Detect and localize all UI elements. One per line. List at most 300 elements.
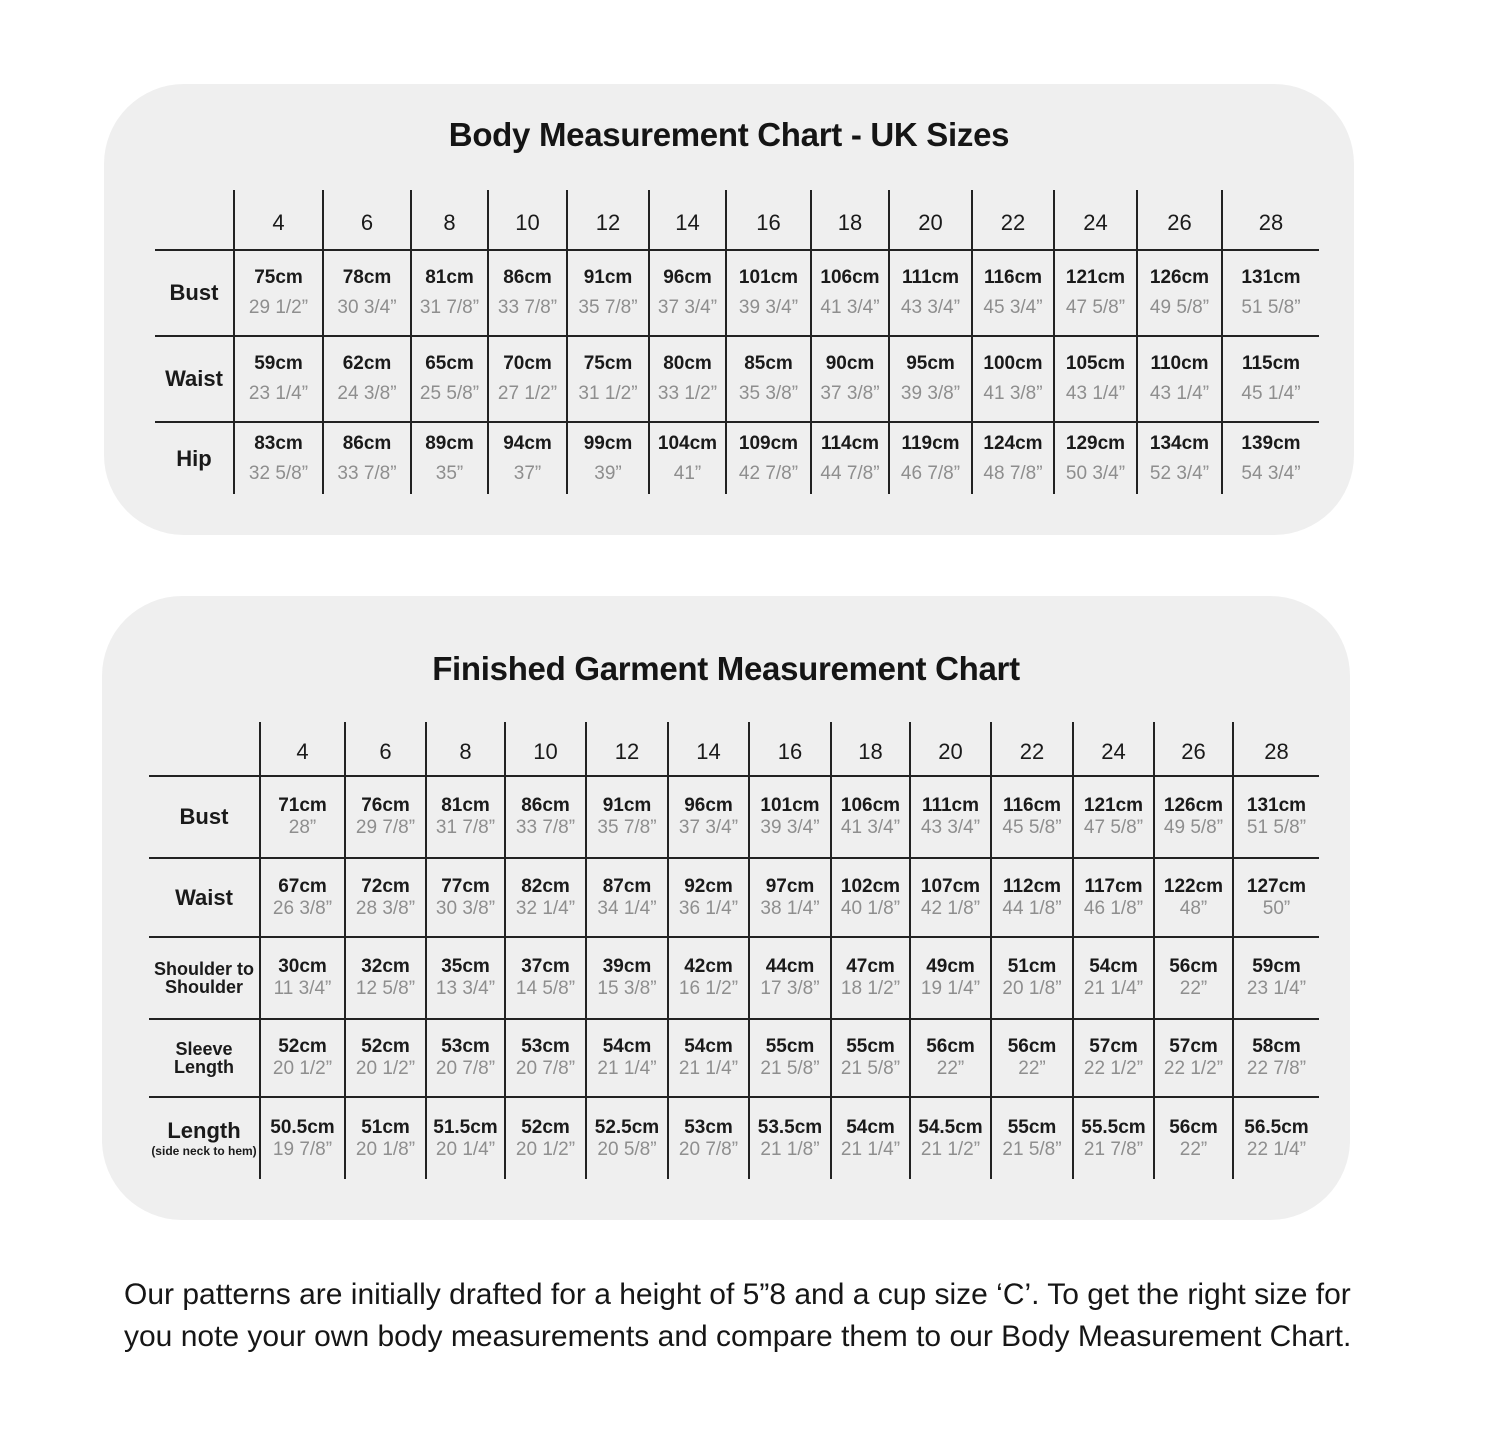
inch-value: 50” — [1262, 897, 1291, 919]
measurement-cell — [505, 1097, 586, 1179]
row-hip — [155, 422, 1319, 494]
measurement-cell — [345, 776, 426, 858]
measurement-cell — [1154, 858, 1233, 937]
cm-value: 131cm — [1241, 267, 1301, 289]
size-header-4: 4 — [234, 190, 323, 250]
inch-value: 52 3/4” — [1149, 462, 1210, 484]
measurement-cell — [345, 937, 426, 1019]
cm-value: 75cm — [583, 353, 633, 375]
cm-value: 55cm — [1007, 1116, 1057, 1138]
inch-value: 21 5/8” — [1002, 1138, 1062, 1160]
cm-value: 80cm — [663, 353, 712, 375]
row-label-text: Waist — [175, 884, 233, 910]
measurement-cell — [260, 858, 345, 937]
cm-value: 42cm — [684, 956, 733, 978]
row-label-bust — [149, 776, 260, 858]
inch-value: 16 1/2” — [678, 978, 739, 999]
inch-value: 39 3/4” — [738, 297, 799, 318]
cm-value: 53.5cm — [757, 1116, 823, 1138]
size-header-28: 28 — [1222, 190, 1319, 250]
measurement-cell — [910, 937, 991, 1019]
inch-value: 19 7/8” — [272, 1138, 333, 1160]
measurement-cell — [260, 1019, 345, 1097]
cm-value: 126cm — [1163, 795, 1224, 817]
cm-value: 111cm — [901, 267, 960, 289]
measurement-cell — [910, 1097, 991, 1179]
inch-value: 43 1/4” — [1065, 383, 1126, 404]
cm-value: 54.5cm — [918, 1116, 983, 1138]
measurement-cell — [1233, 937, 1319, 1019]
inch-value: 31 7/8” — [419, 297, 480, 318]
cm-value: 57cm — [1089, 1036, 1138, 1058]
row-length — [149, 1097, 1319, 1179]
size-header-26: 26 — [1137, 190, 1222, 250]
measurement-cell — [411, 422, 488, 494]
measurement-cell — [831, 1019, 910, 1097]
inch-value: 47 5/8” — [1065, 297, 1126, 318]
cm-value: 85cm — [744, 353, 793, 375]
finished-garment-panel — [102, 596, 1350, 1220]
cm-value: 77cm — [441, 875, 490, 897]
header-corner — [155, 190, 234, 250]
measurement-cell — [426, 1019, 505, 1097]
inch-value: 51 5/8” — [1246, 817, 1307, 838]
row-bust — [149, 776, 1319, 858]
row-label-waist — [149, 858, 260, 937]
cm-value: 65cm — [425, 353, 474, 375]
inch-value: 30 3/4” — [337, 297, 397, 318]
measurement-cell — [323, 336, 411, 422]
inch-value: 46 1/8” — [1083, 897, 1144, 919]
cm-value: 90cm — [825, 353, 875, 375]
measurement-cell — [586, 858, 668, 937]
measurement-cell — [889, 336, 972, 422]
cm-value: 70cm — [503, 353, 552, 375]
cm-value: 86cm — [521, 795, 570, 817]
body-measurement-table — [155, 190, 1319, 494]
inch-value: 21 1/4” — [840, 1138, 901, 1160]
inch-value: 27 1/2” — [497, 383, 558, 404]
inch-value: 31 1/2” — [578, 383, 638, 404]
cm-value: 100cm — [983, 353, 1043, 375]
size-header-16: 16 — [749, 722, 831, 776]
row-label-shoulder-to-shoulder — [149, 937, 260, 1019]
row-bust — [155, 250, 1319, 336]
row-label-text: Sleeve Length — [174, 1039, 234, 1077]
measurement-cell — [323, 250, 411, 336]
cm-value: 106cm — [840, 795, 901, 817]
size-header-10: 10 — [505, 722, 586, 776]
inch-value: 21 1/4” — [678, 1058, 739, 1079]
cm-value: 59cm — [1252, 956, 1301, 978]
measurement-cell — [991, 1097, 1073, 1179]
measurement-cell — [426, 858, 505, 937]
row-label-text: Hip — [176, 445, 212, 471]
cm-value: 57cm — [1169, 1036, 1218, 1058]
cm-value: 129cm — [1065, 432, 1126, 454]
cm-value: 134cm — [1149, 432, 1210, 454]
measurement-cell — [260, 937, 345, 1019]
cm-value: 91cm — [602, 795, 652, 817]
cm-value: 117cm — [1084, 875, 1143, 897]
inch-value: 47 5/8” — [1083, 817, 1144, 838]
body-measurement-panel — [104, 84, 1354, 535]
measurement-cell — [1073, 937, 1154, 1019]
cm-value: 54cm — [602, 1036, 652, 1058]
inch-value: 22 1/2” — [1163, 1058, 1224, 1079]
row-label-length — [149, 1097, 260, 1179]
measurement-cell — [831, 776, 910, 858]
inch-value: 22” — [936, 1058, 965, 1079]
inch-value: 31 7/8” — [435, 817, 496, 838]
inch-value: 26 3/8” — [272, 897, 333, 919]
cm-value: 55.5cm — [1081, 1116, 1146, 1138]
size-header-8: 8 — [426, 722, 505, 776]
size-header-18: 18 — [811, 190, 889, 250]
cm-value: 52cm — [361, 1036, 410, 1058]
measurement-cell — [1137, 422, 1222, 494]
inch-value: 24 3/8” — [337, 383, 397, 404]
measurement-cell — [1154, 1019, 1233, 1097]
inch-value: 48” — [1179, 897, 1208, 919]
measurement-cell — [649, 336, 726, 422]
measurement-cell — [234, 336, 323, 422]
cm-value: 124cm — [983, 432, 1043, 454]
inch-value: 19 1/4” — [920, 978, 981, 999]
measurement-cell — [668, 858, 749, 937]
measurement-cell — [668, 1019, 749, 1097]
size-header-14: 14 — [668, 722, 749, 776]
cm-value: 86cm — [503, 267, 552, 289]
inch-value: 25 5/8” — [419, 383, 480, 404]
cm-value: 75cm — [254, 267, 303, 289]
cm-value: 72cm — [361, 875, 410, 897]
header-corner — [149, 722, 260, 776]
cm-value: 112cm — [1002, 875, 1062, 897]
cm-value: 49cm — [926, 956, 975, 978]
inch-value: 21 7/8” — [1083, 1138, 1144, 1160]
measurement-cell — [831, 937, 910, 1019]
inch-value: 33 7/8” — [337, 462, 397, 484]
measurement-cell — [1073, 1019, 1154, 1097]
row-shoulder-to-shoulder — [149, 937, 1319, 1019]
measurement-cell — [726, 422, 811, 494]
row-label-text: Length — [167, 1118, 241, 1143]
measurement-cell — [972, 250, 1054, 336]
measurement-cell — [505, 776, 586, 858]
cm-value: 102cm — [840, 875, 901, 897]
measurement-cell — [831, 858, 910, 937]
measurement-cell — [567, 422, 649, 494]
cm-value: 56cm — [1169, 1116, 1218, 1138]
inch-value: 45 3/4” — [983, 297, 1043, 318]
measurement-cell — [1222, 336, 1319, 422]
inch-value: 44 7/8” — [820, 462, 880, 484]
inch-value: 22 1/2” — [1083, 1058, 1144, 1079]
size-header-12: 12 — [567, 190, 649, 250]
inch-value: 35 3/8” — [738, 383, 799, 404]
cm-value: 30cm — [278, 956, 327, 978]
cm-value: 56cm — [1007, 1036, 1057, 1058]
measurement-cell — [1154, 776, 1233, 858]
measurement-cell — [649, 422, 726, 494]
measurement-cell — [991, 776, 1073, 858]
measurement-cell — [567, 336, 649, 422]
measurement-cell — [586, 1097, 668, 1179]
inch-value: 20 5/8” — [597, 1138, 657, 1160]
measurement-cell — [811, 336, 889, 422]
cm-value: 32cm — [361, 956, 410, 978]
measurement-cell — [586, 776, 668, 858]
measurement-cell — [1054, 422, 1137, 494]
inch-value: 22” — [1018, 1058, 1046, 1079]
inch-value: 20 1/4” — [435, 1138, 496, 1160]
inch-value: 49 5/8” — [1163, 817, 1224, 838]
cm-value: 81cm — [441, 795, 490, 817]
inch-value: 28” — [288, 817, 317, 838]
inch-value: 38 1/4” — [760, 897, 820, 919]
measurement-cell — [749, 937, 831, 1019]
measurement-cell — [910, 776, 991, 858]
size-header-4: 4 — [260, 722, 345, 776]
cm-value: 53cm — [684, 1116, 733, 1138]
size-header-26: 26 — [1154, 722, 1233, 776]
cm-value: 105cm — [1065, 353, 1126, 375]
cm-value: 97cm — [765, 875, 815, 897]
inch-value: 21 1/4” — [597, 1058, 657, 1079]
row-label-bust — [155, 250, 234, 336]
inch-value: 12 5/8” — [355, 978, 416, 999]
cm-value: 86cm — [342, 432, 392, 454]
cm-value: 89cm — [425, 432, 474, 454]
measurement-cell — [411, 336, 488, 422]
measurement-cell — [323, 422, 411, 494]
measurement-cell — [345, 858, 426, 937]
cm-value: 115cm — [1241, 353, 1301, 375]
row-label-text: Shoulder to Shoulder — [154, 959, 254, 997]
inch-value: 11 3/4” — [273, 978, 332, 999]
cm-value: 53cm — [521, 1036, 570, 1058]
measurement-cell — [649, 250, 726, 336]
measurement-cell — [426, 776, 505, 858]
inch-value: 41 3/4” — [820, 297, 880, 318]
cm-value: 82cm — [521, 875, 570, 897]
measurement-cell — [726, 336, 811, 422]
row-label-sleeve-length — [149, 1019, 260, 1097]
cm-value: 95cm — [906, 353, 955, 375]
cm-value: 122cm — [1163, 875, 1224, 897]
inch-value: 28 3/8” — [355, 897, 416, 919]
cm-value: 52cm — [278, 1036, 327, 1058]
inch-value: 42 1/8” — [920, 897, 981, 919]
cm-value: 81cm — [425, 267, 474, 289]
cm-value: 52cm — [521, 1116, 570, 1138]
inch-value: 37 3/4” — [657, 297, 718, 318]
measurement-cell — [488, 422, 567, 494]
size-header-18: 18 — [831, 722, 910, 776]
inch-value: 49 5/8” — [1149, 297, 1210, 318]
body-chart-title: Body Measurement Chart - UK Sizes — [448, 116, 1010, 153]
cm-value: 87cm — [602, 875, 652, 897]
measurement-cell — [505, 937, 586, 1019]
cm-value: 131cm — [1246, 795, 1307, 817]
measurement-cell — [749, 776, 831, 858]
cm-value: 104cm — [657, 432, 718, 454]
inch-value: 41 3/4” — [840, 817, 901, 838]
measurement-cell — [426, 937, 505, 1019]
measurement-cell — [1073, 776, 1154, 858]
inch-value: 20 1/2” — [272, 1058, 333, 1079]
measurement-cell — [411, 250, 488, 336]
cm-value: 37cm — [521, 956, 570, 978]
measurement-cell — [749, 1019, 831, 1097]
measurement-cell — [234, 422, 323, 494]
size-header-20: 20 — [910, 722, 991, 776]
cm-value: 126cm — [1149, 267, 1210, 289]
measurement-cell — [668, 776, 749, 858]
cm-value: 62cm — [342, 353, 392, 375]
cm-value: 116cm — [983, 267, 1043, 289]
inch-value: 21 1/4” — [1083, 978, 1144, 999]
cm-value: 55cm — [765, 1036, 815, 1058]
inch-value: 51 5/8” — [1241, 297, 1301, 318]
measurement-cell — [488, 336, 567, 422]
inch-value: 21 1/8” — [760, 1138, 820, 1160]
cm-value: 54cm — [684, 1036, 733, 1058]
inch-value: 41” — [673, 462, 702, 484]
measurement-cell — [749, 858, 831, 937]
size-header-20: 20 — [889, 190, 972, 250]
footnote-text: Our patterns are initially drafted for a height of 5”8 and a cup size ‘C’. To get the right size for you note your own body measurements and compare them to our Body Measurement Chart. — [124, 1278, 1352, 1353]
inch-value: 37 3/8” — [820, 383, 880, 404]
size-header-14: 14 — [649, 190, 726, 250]
cm-value: 78cm — [342, 267, 392, 289]
inch-value: 35” — [435, 462, 464, 484]
inch-value: 21 1/2” — [920, 1138, 981, 1160]
measurement-cell — [811, 250, 889, 336]
measurement-cell — [972, 336, 1054, 422]
measurement-cell — [1054, 336, 1137, 422]
inch-value: 21 5/8” — [760, 1058, 820, 1079]
cm-value: 35cm — [441, 956, 490, 978]
cm-value: 55cm — [846, 1036, 895, 1058]
inch-value: 42 7/8” — [738, 462, 799, 484]
measurement-cell — [234, 250, 323, 336]
inch-value: 48 7/8” — [983, 462, 1043, 484]
inch-value: 17 3/8” — [760, 978, 820, 999]
inch-value: 18 1/2” — [840, 978, 901, 999]
cm-value: 96cm — [684, 795, 733, 817]
measurement-cell — [505, 858, 586, 937]
cm-value: 58cm — [1252, 1036, 1301, 1058]
measurement-cell — [1073, 1097, 1154, 1179]
measurement-cell — [910, 1019, 991, 1097]
inch-value: 33 7/8” — [515, 817, 576, 838]
measurement-cell — [586, 937, 668, 1019]
cm-value: 127cm — [1246, 875, 1307, 897]
row-waist — [149, 858, 1319, 937]
cm-value: 91cm — [583, 267, 633, 289]
measurement-cell — [1073, 858, 1154, 937]
row-label-text: Bust — [179, 804, 229, 829]
cm-value: 96cm — [663, 267, 712, 289]
inch-value: 20 1/8” — [1002, 978, 1062, 999]
measurement-cell — [1233, 1019, 1319, 1097]
row-label-hip — [155, 422, 234, 494]
inch-value: 50 3/4” — [1065, 462, 1126, 484]
cm-value: 99cm — [583, 432, 633, 454]
inch-value: 20 1/2” — [515, 1138, 576, 1160]
measurement-cell — [726, 250, 811, 336]
measurement-cell — [889, 422, 972, 494]
inch-value: 30 3/8” — [435, 897, 496, 919]
measurement-cell — [1233, 1097, 1319, 1179]
measurement-cell — [1137, 336, 1222, 422]
cm-value: 119cm — [901, 432, 960, 454]
cm-value: 59cm — [254, 353, 303, 375]
cm-value: 44cm — [765, 956, 815, 978]
measurement-cell — [749, 1097, 831, 1179]
inch-value: 43 3/4” — [900, 297, 961, 318]
cm-value: 51cm — [1007, 956, 1057, 978]
inch-value: 35 7/8” — [597, 817, 657, 838]
measurement-cell — [260, 776, 345, 858]
cm-value: 114cm — [820, 432, 880, 454]
size-header-6: 6 — [345, 722, 426, 776]
cm-value: 54cm — [846, 1116, 895, 1138]
inch-value: 41 3/8” — [983, 383, 1043, 404]
inch-value: 22” — [1179, 1138, 1208, 1160]
cm-value: 101cm — [738, 267, 799, 289]
cm-value: 71cm — [278, 795, 327, 817]
inch-value: 15 3/8” — [597, 978, 657, 999]
inch-value: 43 1/4” — [1149, 383, 1210, 404]
inch-value: 29 1/2” — [248, 297, 309, 318]
measurement-cell — [1222, 422, 1319, 494]
measurement-cell — [345, 1097, 426, 1179]
row-sublabel-text: (side neck to hem) — [151, 1144, 257, 1158]
inch-value: 43 3/4” — [920, 817, 981, 838]
cm-value: 51.5cm — [433, 1116, 498, 1138]
inch-value: 54 3/4” — [1241, 462, 1301, 484]
measurement-cell — [1054, 250, 1137, 336]
measurement-cell — [488, 250, 567, 336]
measurement-cell — [910, 858, 991, 937]
inch-value: 39” — [594, 462, 622, 484]
measurement-cell — [1154, 1097, 1233, 1179]
cm-value: 50.5cm — [270, 1116, 335, 1138]
size-header-12: 12 — [586, 722, 668, 776]
inch-value: 39 3/8” — [900, 383, 961, 404]
size-header-22: 22 — [991, 722, 1073, 776]
measurement-cell — [991, 1019, 1073, 1097]
inch-value: 20 1/2” — [355, 1058, 416, 1079]
inch-value: 37 3/4” — [678, 817, 739, 838]
cm-value: 110cm — [1150, 353, 1209, 375]
cm-value: 101cm — [760, 795, 820, 817]
measurement-cell — [1222, 250, 1319, 336]
cm-value: 107cm — [920, 875, 981, 897]
size-header-10: 10 — [488, 190, 567, 250]
size-header-24: 24 — [1054, 190, 1137, 250]
inch-value: 37” — [513, 462, 542, 484]
inch-value: 20 7/8” — [435, 1058, 496, 1079]
finished-garment-table — [149, 722, 1319, 1179]
cm-value: 53cm — [441, 1036, 490, 1058]
inch-value: 20 7/8” — [678, 1138, 739, 1160]
measurement-cell — [811, 422, 889, 494]
measurement-cell — [972, 422, 1054, 494]
